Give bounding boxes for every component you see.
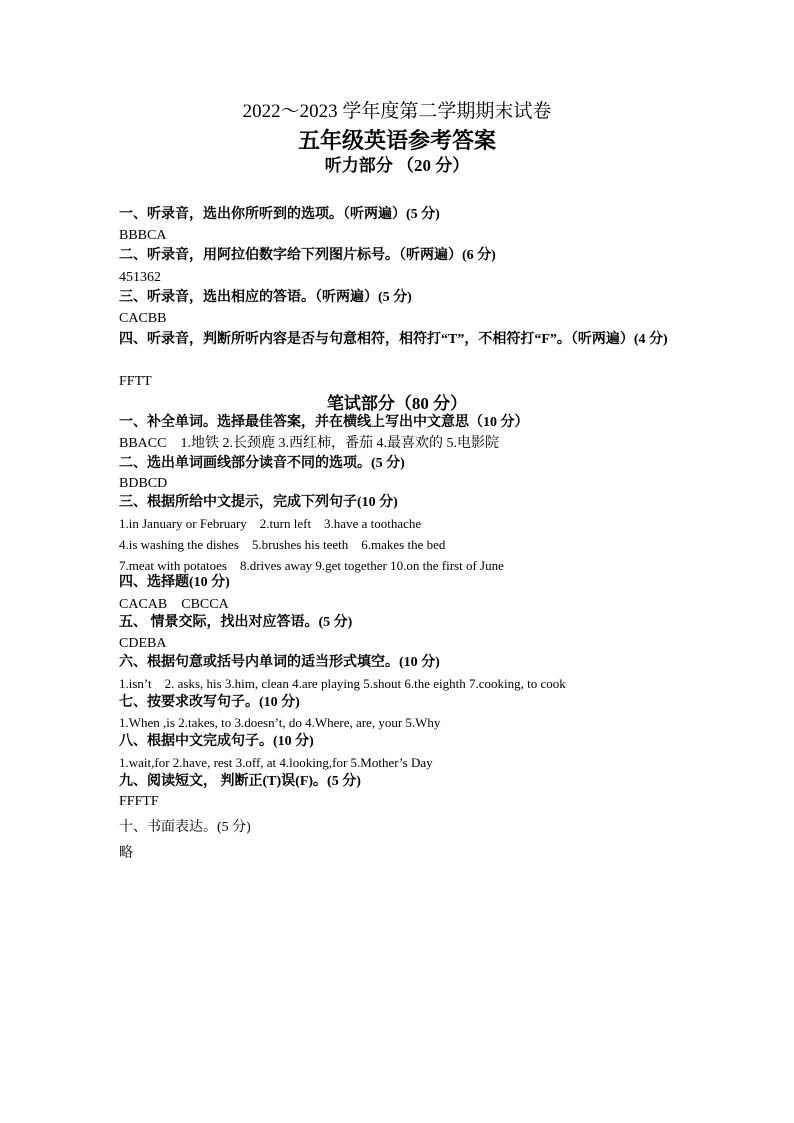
written-question-heading: 三、根据所给中文提示，完成下列句子(10 分) [119, 495, 398, 510]
written-question-heading: 一、补全单词。选择最佳答案，并在横线上写出中文意思（10 分） [119, 415, 529, 430]
written-answer: BBACC 1.地铁 2.长颈鹿 3.西红柿，番茄 4.最喜欢的 5.电影院 [119, 436, 499, 451]
written-question-heading: 八、根据中文完成句子。(10 分) [119, 734, 314, 749]
written-answer: 1.When ,is 2.takes, to 3.doesn’t, do 4.Where, are, your 5.Why [119, 715, 441, 730]
written-question-heading: 六、根据句意或括号内单词的适当形式填空。(10 分) [119, 655, 440, 670]
listening-answer: BBBCA [119, 228, 167, 243]
written-answer: 1.wait,for 2.have, rest 3.off, at 4.looking,for 5.Mother’s Day [119, 755, 433, 770]
listening-answer: FFTT [119, 374, 152, 389]
listening-answer: CACBB [119, 311, 167, 326]
written-question-heading: 四、选择题(10 分) [119, 575, 230, 590]
written-question-heading: 九、阅读短文， 判断正(T)误(F)。(5 分) [119, 774, 361, 789]
written-answer: FFFTF [119, 794, 159, 809]
listening-question-heading: 一、听录音，选出你所听到的选项。（听两遍）(5 分) [119, 207, 440, 222]
written-answer: CDEBA [119, 636, 167, 651]
written-question-heading: 七、按要求改写句子。(10 分) [119, 695, 300, 710]
written-question-heading: 十、书面表达。(5 分) [119, 820, 251, 835]
listening-question-heading: 四、听录音，判断所听内容是否与句意相符，相符打“T”，不相符打“F”。（听两遍）(4 分) [119, 332, 668, 347]
listening-question-heading: 二、听录音，用阿拉伯数字给下列图片标号。（听两遍）(6 分) [119, 248, 496, 263]
written-section-title: 笔试部分（80 分） [326, 394, 468, 413]
listening-answer: 451362 [119, 270, 161, 285]
written-answer: BDBCD [119, 476, 168, 491]
answer-title: 五年级英语参考答案 [297, 128, 496, 153]
written-question-heading: 二、选出单词画线部分读音不同的选项。(5 分) [119, 456, 405, 471]
written-answer: 1.isn’t 2. asks, his 3.him, clean 4.are playing 5.shout 6.the eighth 7.cooking, to cook [119, 676, 566, 691]
exam-title: 2022～2023 学年度第二学期期末试卷 [242, 101, 552, 122]
written-answer: CACAB CBCCA [119, 597, 229, 612]
written-question-heading: 五、 情景交际，找出对应答语。(5 分) [119, 615, 353, 630]
written-answer-line: 7.meat with potatoes 8.drives away 9.get together 10.on the first of June [119, 558, 504, 573]
written-answer-line: 1.in January or February 2.turn left 3.have a toothache [119, 516, 422, 531]
written-answer: 略 [119, 846, 133, 861]
written-answer-line: 4.is washing the dishes 5.brushes his teeth 6.makes the bed [119, 537, 446, 552]
listening-question-heading: 三、听录音，选出相应的答语。（听两遍）(5 分) [119, 290, 412, 305]
listening-section-title: 听力部分 （20 分） [324, 156, 470, 175]
